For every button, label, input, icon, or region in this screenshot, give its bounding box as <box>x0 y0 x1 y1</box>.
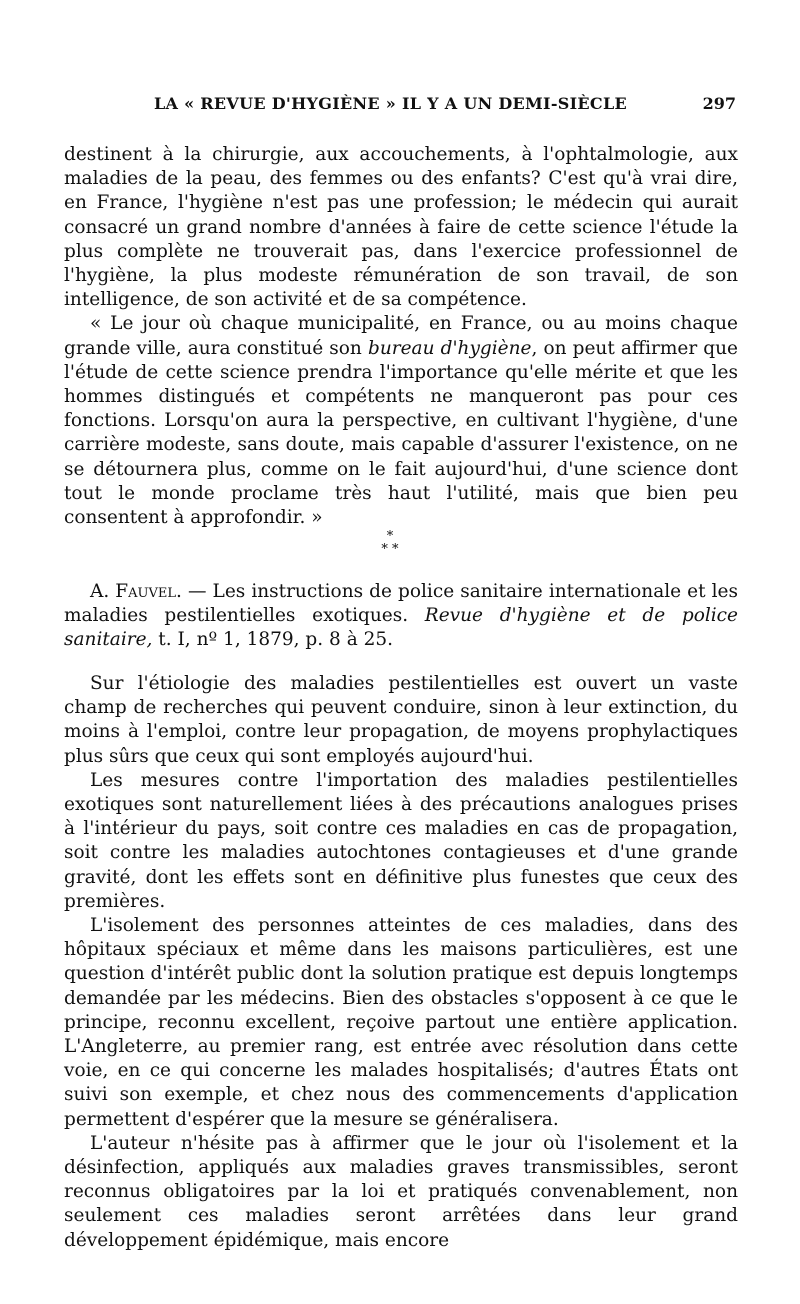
quote-text-end: , on peut affirmer que l'étude de cette science prendra l'importance qu'elle mérite et que les hommes distingués et compétents ne manqueront pas pour ces fonctions. Lorsqu'on aura la perspective, en cultivant l'hygiène, d'une carrière modeste, sans doute, mais capable d'assurer l'existence, on ne se détournera plus, comme on le fait aujourd'hui, d'une science dont tout le monde proclame très haut l'utilité, mais que bien peu consentent à approfondir. » <box>64 337 738 529</box>
citation-author: A. Fauvel. <box>90 581 182 602</box>
running-title: LA « REVUE D'HYGIÈNE » IL Y A UN DEMI-SIÈCLE <box>154 94 627 113</box>
paragraph-isolation: L'isolement des personnes atteintes de ces maladies, dans des hôpitaux spéciaux et même dans les maisons particulières, est une question d'intérêt public dont la solution pratique est depuis longtemps demandée par les médecins. Bien des obstacles s'opposent à ce que le principe, reconnu excellent, reçoive partout une entière application. L'Angleterre, au premier rang, est entrée avec résolution dans cette voie, en ce qui concerne les malades hospitalisés; d'autres États ont suivi son exemple, et chez nous des commencements d'application permettent d'espérer que la mesure se généralisera. <box>64 915 738 1130</box>
body-text-bottom <box>64 672 738 1253</box>
quote-text-start: « Le jour où chaque municipalité, en France, ou au moins chaque grande ville, aura constitué son <box>64 313 738 359</box>
page-number: 297 <box>702 94 736 113</box>
separator-stars-bottom: * * <box>381 542 399 557</box>
citation-dash: — <box>181 581 213 602</box>
citation <box>64 580 738 653</box>
quote-paragraph <box>64 312 738 530</box>
body-text-top <box>64 143 738 530</box>
section-separator <box>370 530 410 560</box>
citation-title: Les instructions de police sanitaire internationale et les maladies pestilentielles exotiques. <box>64 581 738 627</box>
continued-paragraph: destinent à la chirurgie, aux accouchements, à l'ophtalmologie, aux maladies de la peau, des femmes ou des enfants? C'est qu'à vrai dire, en France, l'hygiène n'est pas une profession; le médecin qui aurait consacré un grand nombre d'années à faire de cette science l'étude la plus complète ne trouverait pas, dans l'exercice professionnel de l'hygiène, la plus modeste rémunération de son travail, de son intelligence, de son activité et de sa compétence. <box>64 144 738 311</box>
quote-emphasis: bureau d'hygiène <box>367 337 532 359</box>
paragraph-author-claim: L'auteur n'hésite pas à affirmer que le jour où l'isolement et la désinfection, appliqués aux maladies graves transmissibles, seront reconnus obligatoires par la loi et pratiqués convenablement, non seulement ces maladies seront arrêtées dans leur grand développement épidémique, mais encore <box>64 1132 738 1251</box>
separator-star-top: * <box>386 529 394 544</box>
citation-reference: t. I, nº 1, 1879, p. 8 à 25. <box>152 629 394 651</box>
running-header <box>64 94 738 120</box>
citation-paragraph <box>64 580 738 653</box>
paragraph-etiology: Sur l'étiologie des maladies pestilentielles est ouvert un vaste champ de recherches qui peuvent conduire, sinon à leur extinction, du moins à l'emploi, contre leur propagation, de moyens prophylactiques plus sûrs que ceux qui sont employés aujourd'hui. <box>64 673 738 767</box>
paragraph-measures: Les mesures contre l'importation des maladies pestilentielles exotiques sont naturellement liées à des précautions analogues prises à l'intérieur du pays, soit contre ces maladies en cas de propagation, soit contre les maladies autochtones contagieuses et d'une grande gravité, dont les effets sont en définitive plus funestes que ceux des premières. <box>64 769 738 912</box>
citation-journal: Revue d'hygiène et de police sanitaire, <box>64 605 738 651</box>
